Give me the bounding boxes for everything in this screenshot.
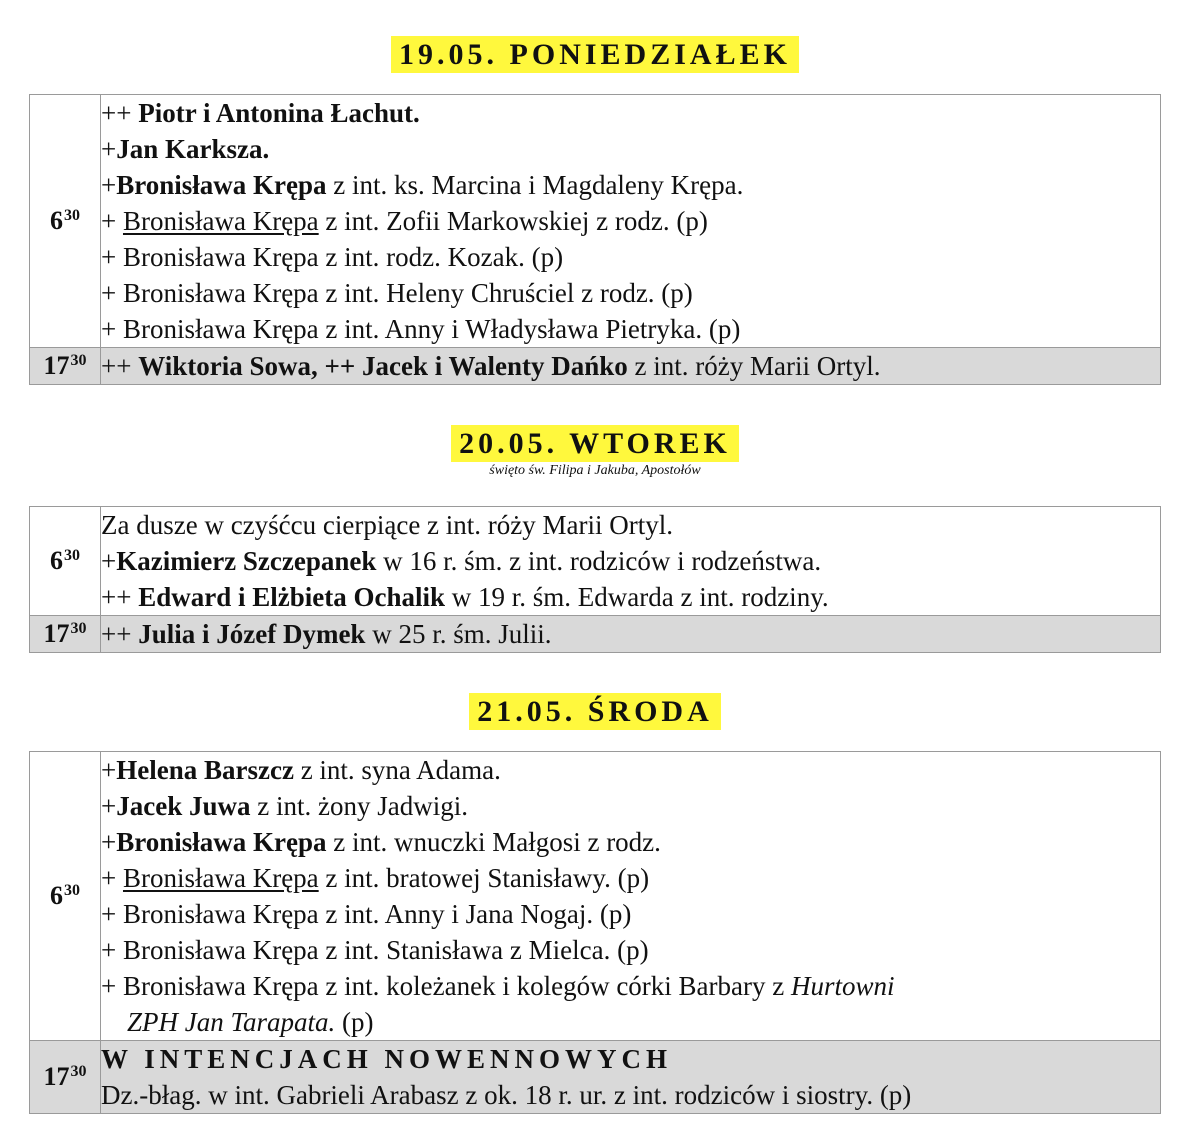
mass-table-wednesday (29, 751, 1161, 1114)
day-subtitle: święto św. Filipa i Jakuba, Apostołów (489, 463, 701, 478)
intentions-cell (101, 1041, 1161, 1114)
text-segment: ++ (101, 351, 139, 381)
intention-line (101, 932, 1160, 968)
text-segment: z int. róży Marii Ortyl. (627, 351, 881, 381)
mass-time: $17^{30}$ (30, 1041, 101, 1114)
text-segment: z int. wnuczki Małgosi z rodz. (326, 827, 661, 857)
text-segment: + (101, 134, 117, 164)
intention-line (101, 579, 1160, 615)
text-segment: Kazimierz Szczepanek (116, 546, 377, 576)
intention-line (101, 167, 1160, 203)
intention-line (101, 275, 1160, 311)
text-segment: Julia i Józef Dymek (138, 619, 366, 649)
intention-line (101, 239, 1160, 275)
text-segment: ++ (101, 582, 139, 612)
intention-line (101, 616, 1160, 652)
text-segment: + Bronisława Krępa z int. rodz. Kozak. (p) (101, 242, 564, 272)
intentions-cell (101, 348, 1161, 385)
text-segment: z int. ks. Marcina i Magdaleny Krępa. (326, 170, 744, 200)
text-segment: + (101, 170, 117, 200)
text-segment: z int. syna Adama. (293, 755, 501, 785)
text-segment: + Bronisława Krępa z int. Anny i Jana Nogaj. (p) (101, 899, 632, 929)
text-segment: Bronisława Krępa (122, 206, 319, 236)
intention-line (101, 311, 1160, 347)
text-segment: + Bronisława Krępa z int. Stanisława z Mielca. (p) (101, 935, 649, 965)
intention-line (101, 1004, 1160, 1040)
evening-mass-row (30, 616, 1161, 653)
intention-line (101, 860, 1160, 896)
intention-line (101, 95, 1160, 131)
text-segment: w 16 r. śm. z int. rodziców i rodzeństwa. (376, 546, 822, 576)
text-segment: Edward i Elżbieta Ochalik (138, 582, 446, 612)
text-segment: z int. bratowej Stanisławy. (p) (318, 863, 650, 893)
text-segment: + (101, 827, 117, 857)
intention-line (101, 1077, 1160, 1113)
text-segment: + (101, 546, 117, 576)
text-segment: w 19 r. śm. Edwarda z int. rodziny. (445, 582, 829, 612)
intention-line (101, 752, 1160, 788)
text-segment: Wiktoria Sowa, ++ Jacek i Walenty Dańko (138, 351, 628, 381)
morning-mass-row (30, 95, 1161, 348)
evening-mass-row (30, 348, 1161, 385)
text-segment: Bronisława Krępa (122, 863, 319, 893)
mass-table-monday (29, 94, 1161, 385)
text-segment: Jacek Juwa (116, 791, 251, 821)
day-section-monday (0, 36, 1190, 73)
text-segment: z int. żony Jadwigi. (250, 791, 468, 821)
text-segment: ++ (101, 619, 139, 649)
intention-line (101, 788, 1160, 824)
intentions-cell (101, 616, 1161, 653)
day-section-tuesday (0, 425, 1190, 479)
text-segment: Hurtowni (791, 971, 895, 1001)
intention-line (101, 896, 1160, 932)
intention-line (101, 131, 1160, 167)
text-segment: Bronisława Krępa (116, 170, 327, 200)
intention-line (101, 507, 1160, 543)
text-segment: + (101, 863, 123, 893)
text-segment: + Bronisława Krępa z int. Heleny Chruściel z rodz. (p) (101, 278, 693, 308)
text-segment: + Bronisława Krępa z int. koleżanek i kolegów córki Barbary z (101, 971, 791, 1001)
intention-line (101, 968, 1160, 1004)
text-segment: Piotr i Antonina Łachut. (138, 98, 420, 128)
day-title: 19.05. PONIEDZIAŁEK (391, 36, 799, 73)
text-segment: Jan Karksza. (116, 134, 270, 164)
intention-line (101, 203, 1160, 239)
day-section-wednesday (0, 693, 1190, 730)
text-segment: Helena Barszcz (116, 755, 294, 785)
text-segment: Dz.-błag. w int. Gabrieli Arabasz z ok. 18 r. ur. z int. rodziców i siostry. (p) (101, 1080, 912, 1110)
mass-time: $17^{30}$ (30, 616, 101, 653)
morning-mass-row (30, 752, 1161, 1041)
intentions-cell (101, 95, 1161, 348)
mass-table-tuesday (29, 506, 1161, 653)
text-segment: Za dusze w czyśćcu cierpiące z int. róży Marii Ortyl. (101, 510, 673, 540)
text-segment: + (101, 755, 117, 785)
mass-time: $6^{30}$ (30, 95, 101, 348)
text-segment: z int. Zofii Markowskiej z rodz. (p) (318, 206, 708, 236)
novena-heading: W INTENCJACH NOWENNOWYCH (101, 1044, 673, 1074)
intention-line (101, 543, 1160, 579)
mass-time: $6^{30}$ (30, 507, 101, 616)
text-segment: (p) (335, 1007, 374, 1037)
text-segment: ZPH Jan Tarapata. (127, 1007, 336, 1037)
mass-time: $17^{30}$ (30, 348, 101, 385)
text-segment: ++ (101, 98, 139, 128)
intention-line (101, 824, 1160, 860)
text-segment: + (101, 791, 117, 821)
intention-line (101, 348, 1160, 384)
intentions-cell (101, 752, 1161, 1041)
intentions-cell (101, 507, 1161, 616)
text-segment: + Bronisława Krępa z int. Anny i Władysława Pietryka. (p) (101, 314, 741, 344)
morning-mass-row (30, 507, 1161, 616)
text-segment: + (101, 206, 123, 236)
text-segment: Bronisława Krępa (116, 827, 327, 857)
text-segment: w 25 r. śm. Julii. (365, 619, 552, 649)
day-title: 21.05. ŚRODA (469, 693, 721, 730)
day-title: 20.05. WTOREK (451, 425, 739, 462)
evening-mass-row (30, 1041, 1161, 1114)
mass-time: $6^{30}$ (30, 752, 101, 1041)
